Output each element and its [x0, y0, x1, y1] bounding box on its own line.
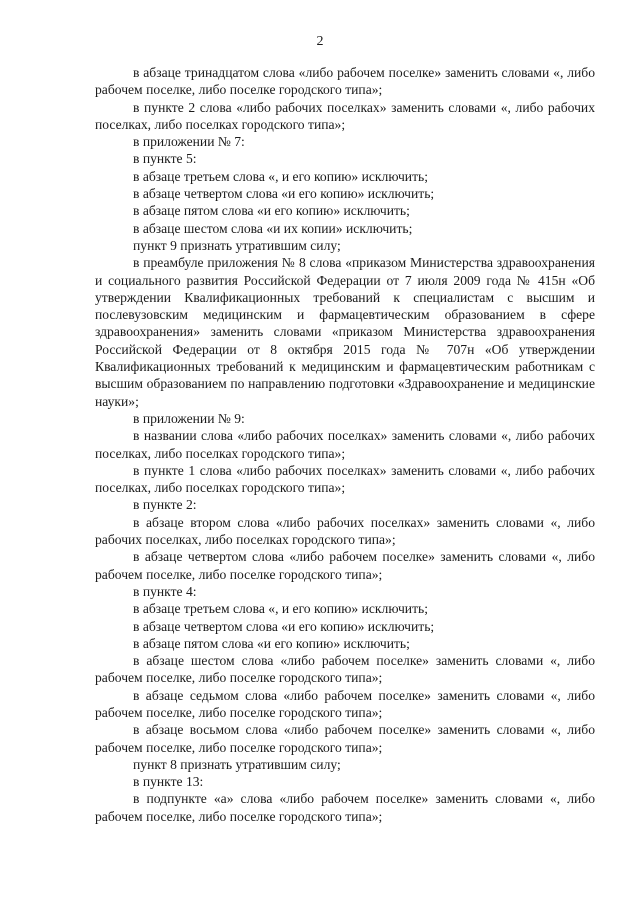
- paragraph: пункт 8 признать утратившим силу;: [133, 756, 341, 772]
- paragraph: в абзаце третьем слова «, и его копию» исключить;: [133, 601, 428, 617]
- paragraph: в абзаце шестом слова «либо рабочем поселке» заменить словами «, либо рабочем поселке, либо поселке городского типа»;: [95, 653, 595, 686]
- document-body: [95, 64, 595, 825]
- paragraph: в абзаце втором слова «либо рабочих поселках» заменить словами «, либо рабочих поселках, либо поселках городского типа»;: [95, 514, 595, 548]
- paragraph: в абзаце шестом слова «и их копии» исключить;: [133, 220, 413, 236]
- paragraph: в пункте 2:: [133, 497, 197, 513]
- paragraph: в абзаце пятом слова «и его копию» исключить;: [133, 203, 410, 219]
- paragraph: в абзаце четвертом слова «и его копию» исключить;: [133, 618, 435, 634]
- paragraph: в абзаце четвертом слова «и его копию» исключить;: [133, 186, 435, 202]
- paragraph: в подпункте «а» слова «либо рабочем поселке» заменить словами «, либо рабочем поселке, либо поселке городского типа»;: [95, 791, 595, 824]
- paragraph: в названии слова «либо рабочих поселках» заменить словами «, либо рабочих поселках, либо поселках городского типа»;: [95, 428, 595, 461]
- paragraph: в абзаце четвертом слова «либо рабочем поселке» заменить словами «, либо рабочем поселке, либо поселке городского типа»;: [95, 549, 595, 582]
- paragraph: в приложении № 9:: [133, 410, 245, 426]
- paragraph: в абзаце седьмом слова «либо рабочем поселке» заменить словами «, либо рабочем поселке, либо поселке городского типа»;: [95, 687, 595, 720]
- paragraph: в абзаце восьмом слова «либо рабочем поселке» заменить словами «, либо рабочем поселке, либо поселке городского типа»;: [95, 722, 595, 755]
- paragraph: в пункте 5:: [133, 151, 197, 167]
- paragraph: в абзаце пятом слова «и его копию» исключить;: [133, 635, 410, 651]
- paragraph: в пункте 4:: [133, 583, 197, 599]
- paragraph: в пункте 2 слова «либо рабочих поселках» заменить словами «, либо рабочих поселках, либо поселках городского типа»;: [95, 99, 595, 132]
- paragraph: в абзаце тринадцатом слова «либо рабочем поселке» заменить словами «, либо рабочем поселке, либо поселке городского типа»;: [95, 65, 595, 98]
- paragraph: в пункте 13:: [133, 774, 204, 790]
- paragraph: в преамбуле приложения № 8 слова «приказом Министерства здравоохранения и социального развития Российской Федерации от 7 июля 2009 года № 415н «Об утверждении Квалификационных требований к специалистам с высшим и послевузовским медицинским и фармацевтическим образованием в сфере здравоохранения» заменить словами «приказом Министерства здравоохранения Российской Федерации от 8 октября 2015 года № 707н «Об утверждении Квалификационных требований к медицинским и фармацевтическим работникам с высшим образованием по направлению подготовки «Здравоохранение и медицинские науки»;: [95, 255, 595, 409]
- paragraph: в приложении № 7:: [133, 134, 245, 150]
- page-number: 2: [316, 34, 324, 49]
- paragraph: пункт 9 признать утратившим силу;: [133, 237, 341, 253]
- paragraph: в пункте 1 слова «либо рабочих поселках» заменить словами «, либо рабочих поселках, либо поселках городского типа»;: [95, 462, 595, 496]
- paragraph: в абзаце третьем слова «, и его копию» исключить;: [133, 168, 428, 184]
